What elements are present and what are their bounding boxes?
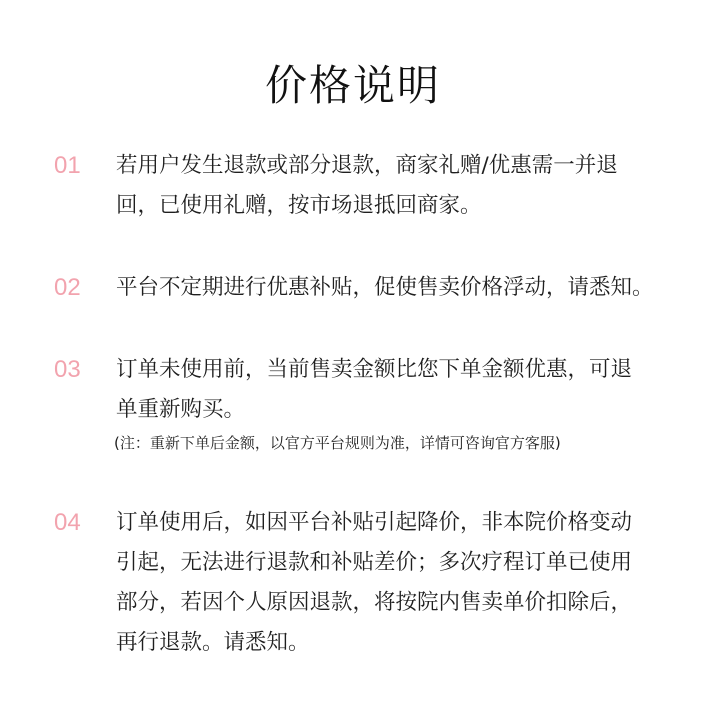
item-line: 部分，若因个人原因退款，将按院内售卖单价扣除后，: [116, 590, 633, 615]
item-line: 平台不定期进行优惠补贴，促使售卖价格浮动，请悉知。: [116, 275, 654, 300]
item-line: 订单使用后，如因平台补贴引起降价，非本院价格变动: [116, 510, 633, 535]
item-note: (注：重新下单后金额，以官方平台规则为准，详情可咨询官方客服): [114, 434, 561, 452]
item-line: 回，已使用礼赠，按市场退抵回商家。: [116, 193, 482, 218]
item-text: [116, 503, 676, 663]
item-number: 01: [54, 152, 81, 179]
page-title: 价格说明: [264, 61, 441, 110]
item-line: 引起，无法进行退款和补贴差价；多次疗程订单已使用: [116, 550, 633, 575]
item-number: 02: [54, 274, 81, 301]
item-text: [116, 268, 676, 308]
item-number: 04: [54, 509, 81, 536]
item-line: 订单未使用前，当前售卖金额比您下单金额优惠，可退: [116, 357, 633, 382]
item-number: 03: [54, 356, 81, 383]
item-line: 若用户发生退款或部分退款，商家礼赠/优惠需一并退: [116, 153, 618, 178]
item-text: [116, 146, 676, 226]
item-line: 再行退款。请悉知。: [116, 630, 310, 655]
item-text: [116, 350, 676, 456]
item-line: 单重新购买。: [116, 397, 246, 422]
